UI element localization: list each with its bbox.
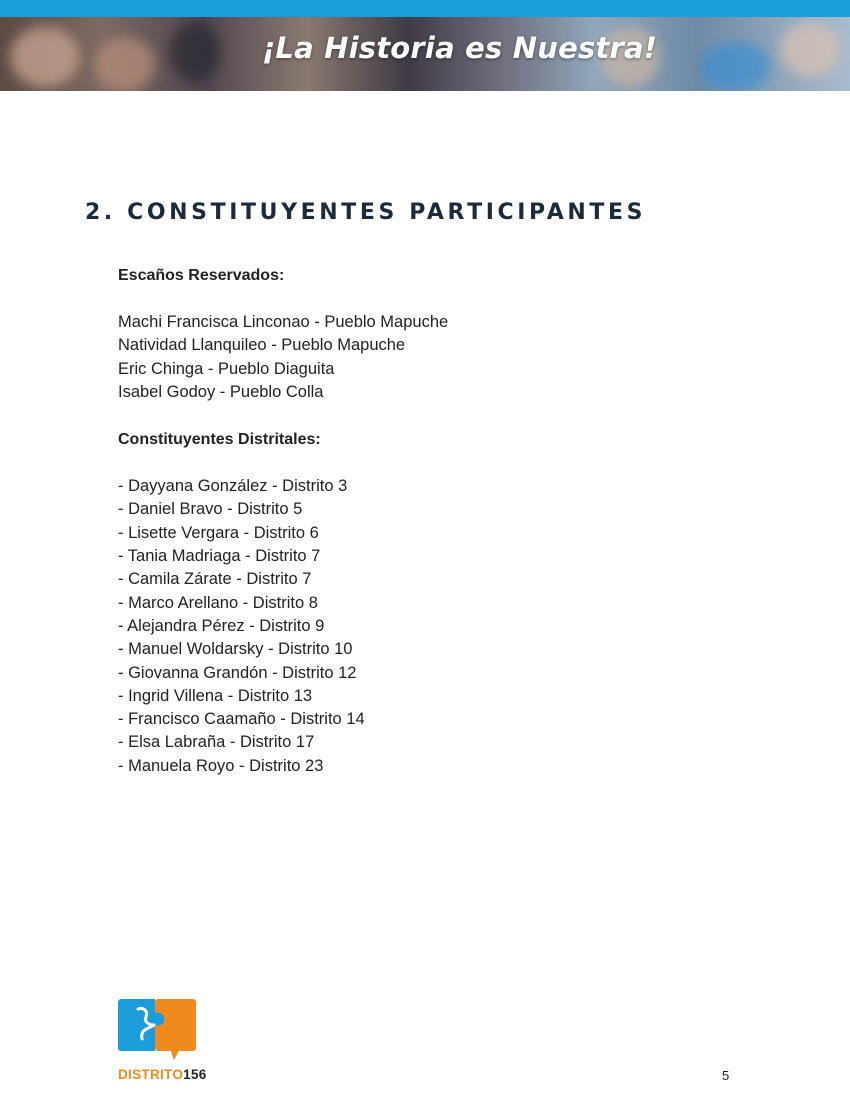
reserved-seats-list (118, 311, 718, 404)
logo-word-156: 156 (183, 1067, 207, 1082)
list-item: - Marco Arellano - Distrito 8 (118, 593, 318, 612)
banner-crowd-blur (95, 37, 155, 91)
page-number: 5 (722, 1068, 730, 1083)
logo-orange-square (155, 999, 196, 1051)
list-item: - Manuela Royo - Distrito 23 (118, 756, 324, 775)
banner-crowd-blur (780, 22, 840, 77)
district-constituents-list (118, 475, 718, 778)
list-item: Machi Francisca Linconao - Pueblo Mapuche (118, 313, 449, 331)
banner-crowd-blur (170, 22, 220, 82)
list-item: - Manuel Woldarsky - Distrito 10 (118, 640, 353, 659)
list-item: - Dayyana González - Distrito 3 (118, 477, 348, 496)
list-item: Eric Chinga - Pueblo Diaguita (118, 359, 335, 378)
logo-wordmark (118, 1067, 207, 1082)
list-item: - Giovanna Grandón - Distrito 12 (118, 663, 357, 682)
logo-word-distrito: DISTRITO (118, 1067, 184, 1082)
list-item: - Camila Zárate - Distrito 7 (118, 570, 312, 589)
list-item: - Francisco Caamaño - Distrito 14 (118, 710, 365, 729)
content-block (118, 264, 718, 778)
top-accent-bar (0, 0, 850, 17)
list-item: Natividad Llanquileo - Pueblo Mapuche (118, 336, 406, 355)
list-item: - Alejandra Pérez - Distrito 9 (118, 616, 325, 635)
banner-crowd-blur (700, 42, 770, 91)
district-constituents-heading: Constituyentes Distritales: (118, 431, 321, 449)
list-item: - Tania Madriaga - Distrito 7 (118, 547, 321, 566)
list-item: - Elsa Labraña - Distrito 17 (118, 733, 315, 752)
section-title: 2. CONSTITUYENTES PARTICIPANTES (85, 200, 647, 225)
list-item: - Daniel Bravo - Distrito 5 (118, 500, 303, 519)
reserved-seats-heading: Escaños Reservados: (118, 267, 285, 284)
banner-title: ¡La Historia es Nuestra! (262, 31, 658, 65)
logo-speech-tail (170, 1049, 180, 1060)
banner-crowd-blur (10, 27, 80, 87)
list-item: - Ingrid Villena - Distrito 13 (118, 686, 313, 705)
list-item: Isabel Godoy - Pueblo Colla (118, 382, 324, 401)
list-item: - Lisette Vergara - Distrito 6 (118, 523, 319, 542)
header-banner (0, 17, 850, 91)
